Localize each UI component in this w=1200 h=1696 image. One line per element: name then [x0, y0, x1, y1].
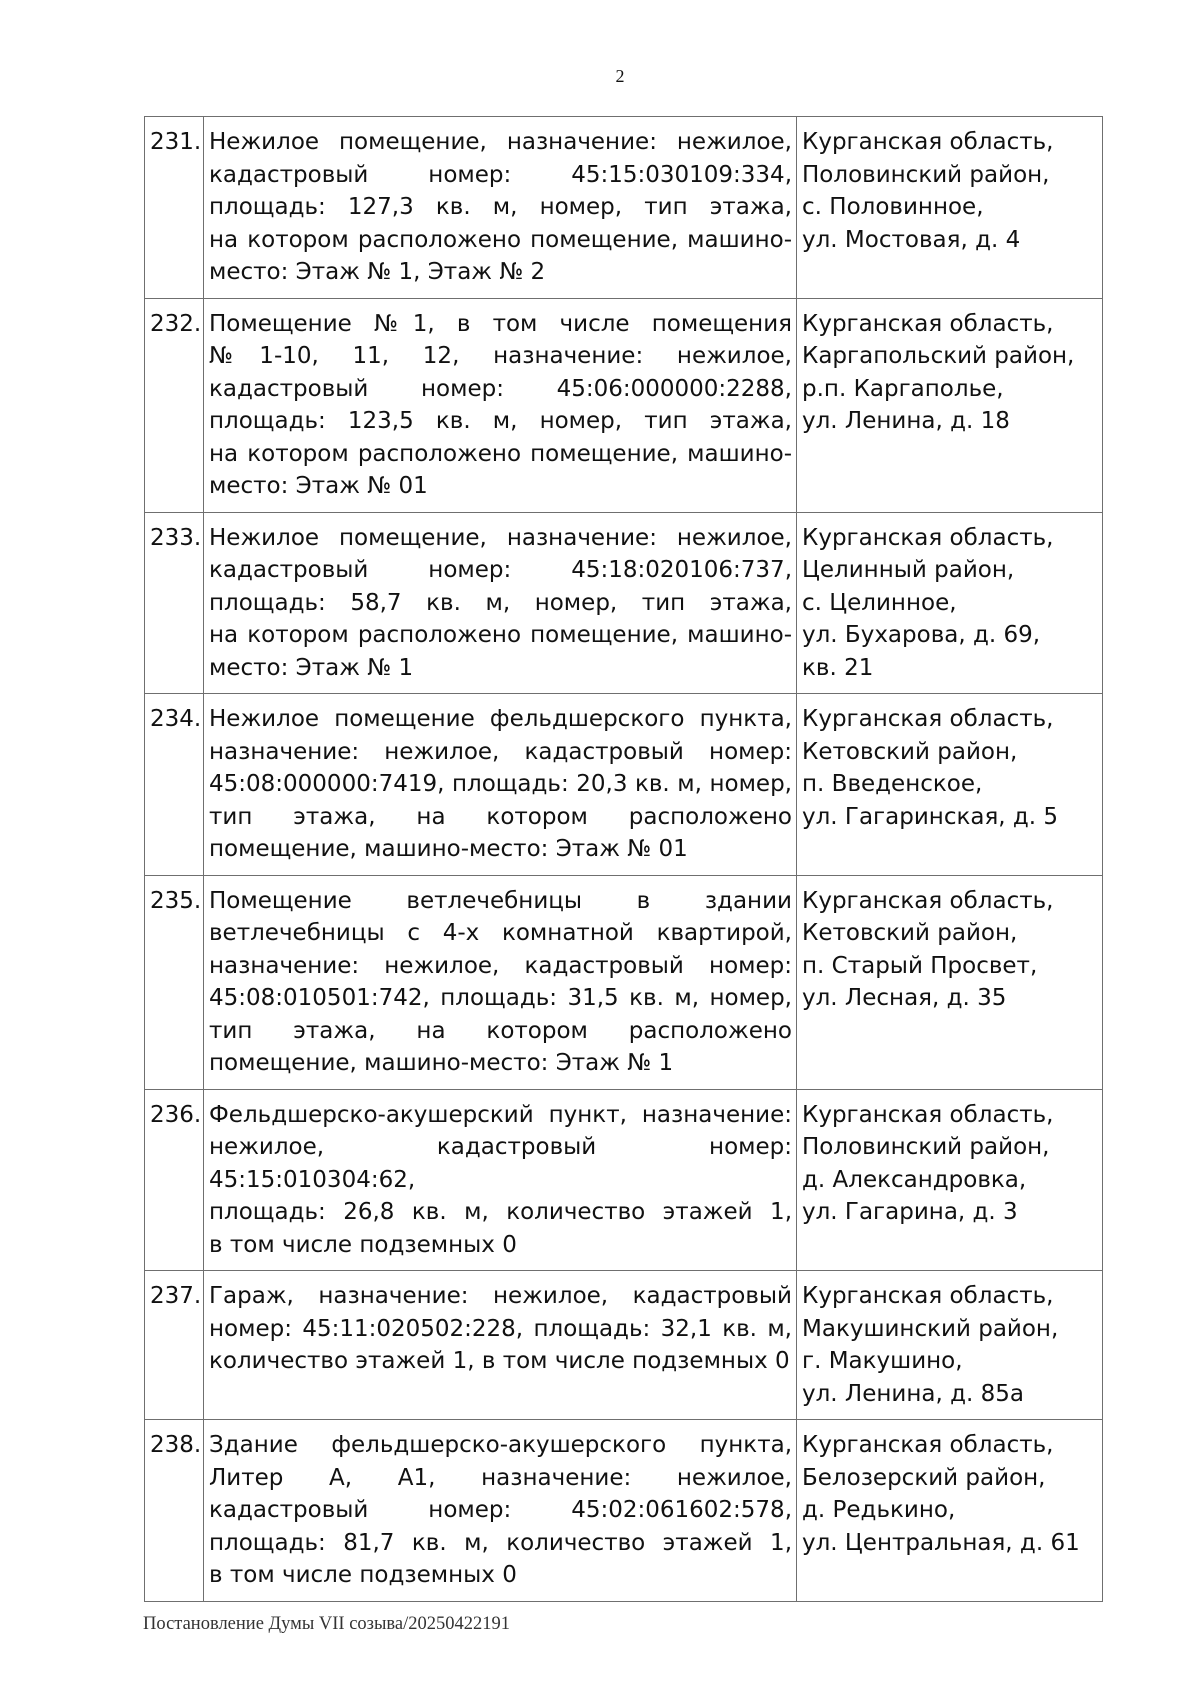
description-line: площадь: 26,8 кв. м, количество этажей 1,: [209, 1199, 792, 1225]
description-line: назначение: нежилое, кадастровый номер:: [209, 738, 792, 765]
description-line: в том числе подземных 0: [209, 1562, 517, 1588]
description-line: Нежилое помещение, назначение: нежилое,: [209, 524, 792, 551]
property-address: Курганская область, Белозерский район, д. Редькино, ул. Центральная, д. 61: [797, 1420, 1103, 1602]
description-line: Помещение №1, в том числе помещения: [209, 310, 792, 337]
description-line: место: Этаж № 01: [209, 473, 428, 499]
row-number: 238.: [145, 1420, 204, 1602]
property-description: [204, 1420, 797, 1602]
description-line: тип этажа, на котором расположено: [209, 1017, 792, 1044]
description-line: кадастровый номер: 45:02:061602:578,: [209, 1497, 792, 1523]
table-row: [145, 875, 1103, 1089]
property-address: Курганская область, Половинский район, с. Половинное, ул. Мостовая, д. 4: [797, 117, 1103, 299]
table-row: [145, 117, 1103, 299]
description-line: площадь: 81,7 кв. м, количество этажей 1,: [209, 1529, 792, 1556]
table-row: [145, 1271, 1103, 1420]
property-description: [204, 1271, 797, 1420]
description-line: номер: 45:11:020502:228, площадь: 32,1 кв. м,: [209, 1315, 792, 1342]
row-number: 232.: [145, 298, 204, 512]
description-line: 45:08:010501:742, площадь: 31,5 кв. м, номер,: [209, 985, 792, 1011]
property-address: Курганская область, Половинский район, д. Александровка, ул. Гагарина, д. 3: [797, 1089, 1103, 1271]
description-line: площадь: 127,3 кв. м, номер, тип этажа,: [209, 194, 792, 220]
description-line: место: Этаж № 1, Этаж № 2: [209, 259, 546, 285]
description-line: Нежилое помещение, назначение: нежилое,: [209, 129, 792, 155]
description-line: в том числе подземных 0: [209, 1231, 517, 1258]
property-description: [204, 875, 797, 1089]
property-description: [204, 298, 797, 512]
row-number: 231.: [145, 117, 204, 299]
description-line: на котором расположено помещение, машино-: [209, 622, 792, 648]
description-line: Литер А, А1, назначение: нежилое,: [209, 1464, 792, 1491]
description-line: кадастровый номер: 45:15:030109:334,: [209, 161, 792, 188]
property-address: Курганская область, Кетовский район, п. Старый Просвет, ул. Лесная, д. 35: [797, 875, 1103, 1089]
description-line: помещение, машино-место: Этаж № 01: [209, 836, 688, 862]
row-number: 237.: [145, 1271, 204, 1420]
description-line: на котором расположено помещение, машино-: [209, 226, 792, 253]
description-line: площадь: 58,7 кв. м, номер, тип этажа,: [209, 589, 792, 616]
table-row: [145, 1089, 1103, 1271]
row-number: 233.: [145, 512, 204, 694]
description-line: кадастровый номер: 45:18:020106:737,: [209, 557, 792, 583]
document-footer: Постановление Думы VII созыва/20250422191: [143, 1614, 511, 1634]
property-description: [204, 694, 797, 876]
description-line: помещение, машино-место: Этаж № 1: [209, 1050, 674, 1076]
description-line: кадастровый номер: 45:06:000000:2288,: [209, 375, 792, 402]
description-line: тип этажа, на котором расположено: [209, 803, 792, 830]
description-line: ветлечебницы с 4-х комнатной квартирой,: [209, 920, 792, 946]
table-row: [145, 512, 1103, 694]
property-table-body: [145, 117, 1103, 1602]
description-line: место: Этаж № 1: [209, 654, 414, 681]
description-line: на котором расположено помещение, машино-: [209, 440, 792, 467]
description-line: площадь: 123,5 кв. м, номер, тип этажа,: [209, 408, 792, 434]
description-line: нежилое, кадастровый номер: 45:15:010304:62,: [209, 1134, 792, 1193]
property-description: [204, 512, 797, 694]
table-row: [145, 298, 1103, 512]
description-line: Нежилое помещение фельдшерского пункта,: [209, 706, 792, 732]
property-address: Курганская область, Целинный район, с. Целинное, ул. Бухарова, д. 69, кв. 21: [797, 512, 1103, 694]
description-line: Помещение ветлечебницы в здании: [209, 887, 792, 914]
property-address: Курганская область, Макушинский район, г. Макушино, ул. Ленина, д. 85а: [797, 1271, 1103, 1420]
description-line: №1-10, 11, 12, назначение: нежилое,: [209, 343, 792, 369]
table-row: [145, 1420, 1103, 1602]
table-row: [145, 694, 1103, 876]
description-line: Гараж, назначение: нежилое, кадастровый: [209, 1283, 792, 1309]
property-address: Курганская область, Кетовский район, п. Введенское, ул. Гагаринская, д. 5: [797, 694, 1103, 876]
property-address: Курганская область, Каргапольский район, р.п. Каргаполье, ул. Ленина, д. 18: [797, 298, 1103, 512]
row-number: 235.: [145, 875, 204, 1089]
description-line: 45:08:000000:7419, площадь: 20,3 кв. м, номер,: [209, 771, 792, 797]
property-table: [144, 116, 1103, 1602]
description-line: Здание фельдшерско-акушерского пункта,: [209, 1432, 792, 1458]
row-number: 234.: [145, 694, 204, 876]
description-line: Фельдшерско-акушерский пункт, назначение:: [209, 1101, 792, 1128]
row-number: 236.: [145, 1089, 204, 1271]
page-number: 2: [615, 66, 625, 86]
property-description: [204, 117, 797, 299]
description-line: назначение: нежилое, кадастровый номер:: [209, 952, 792, 979]
property-description: [204, 1089, 797, 1271]
description-line: количество этажей 1, в том числе подземных 0: [209, 1348, 790, 1374]
